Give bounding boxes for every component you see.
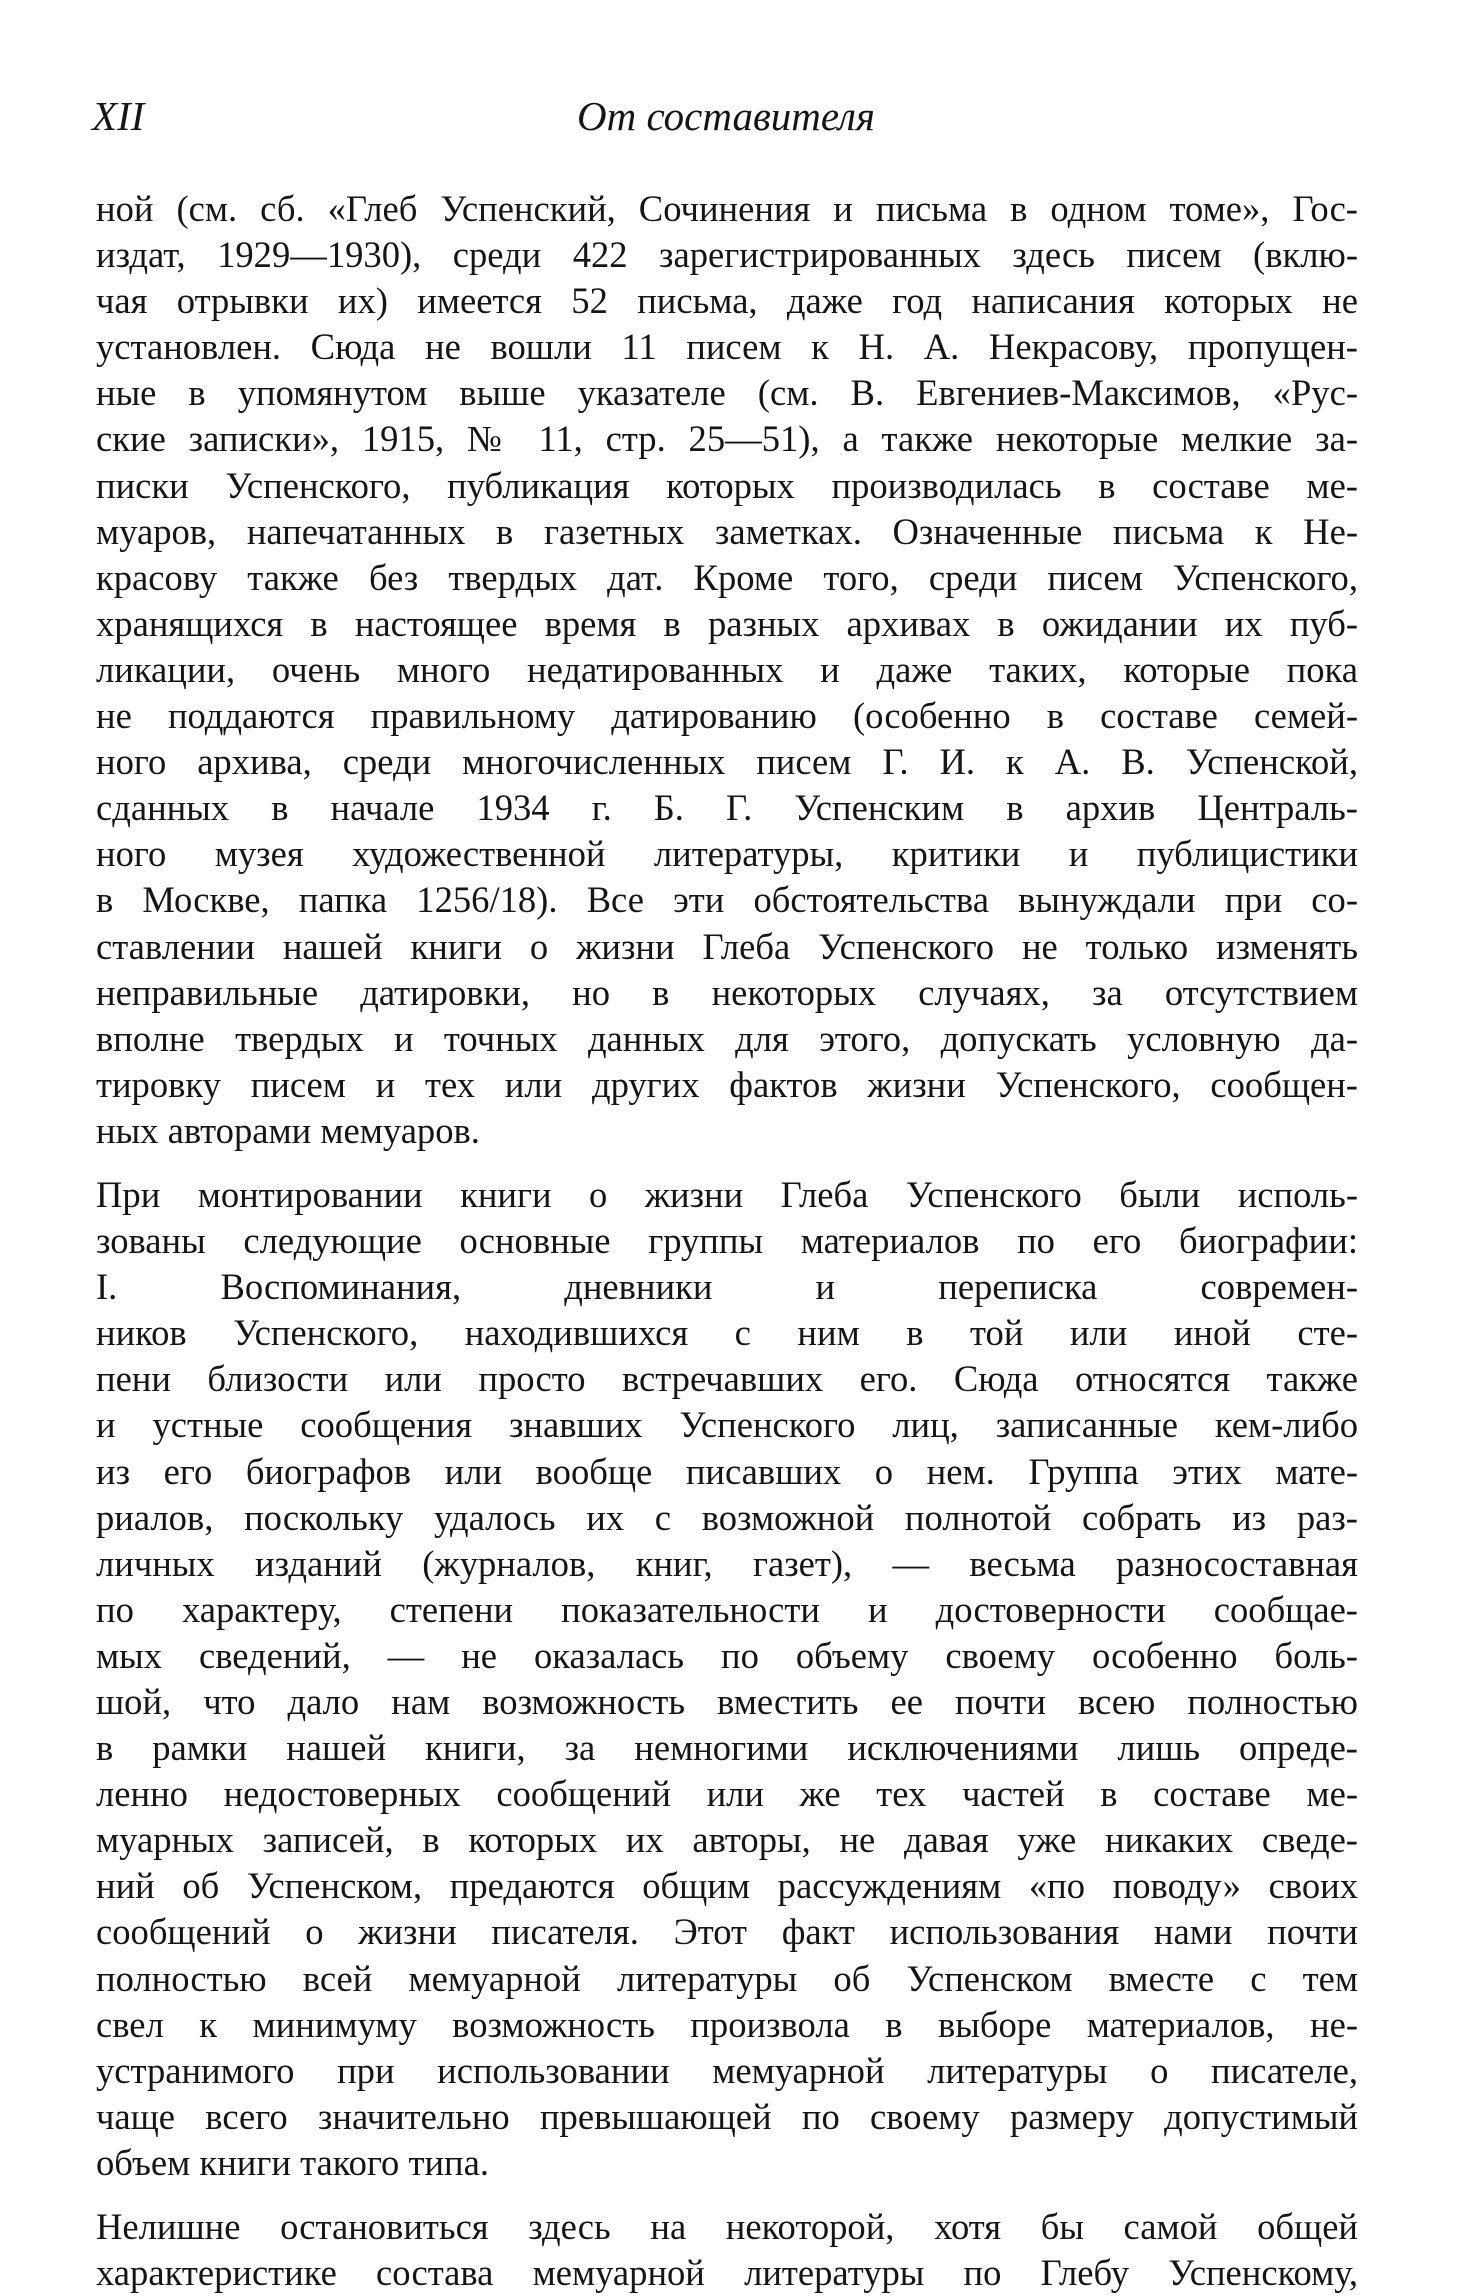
text-line: из его биографов или вообще писавших о нем. Группа этих мате- [96,1450,1358,1492]
running-title: От составителя [577,93,875,139]
text-line: вполне твердых и точных данных для этого, допускать условную да- [96,1017,1358,1059]
text-line: Нелишне остановиться здесь на некоторой, хотя бы самой общей [96,2206,1358,2248]
text-line: полностью всей мемуарной литературы об Успенском вместе с тем [96,1957,1358,1999]
text-line: ного музея художественной литературы, критики и публицистики [96,833,1358,875]
text-line: издат, 1929—1930), среди 422 зарегистрированных здесь писем (вклю- [96,234,1358,276]
text-line: муарных записей, в которых их авторы, не давая уже никаких сведе- [96,1819,1358,1861]
text-line: сообщений о жизни писателя. Этот факт использования нами почти [96,1911,1358,1953]
text-line: ний об Успенском, предаются общим рассуждениям «по поводу» своих [96,1865,1358,1907]
text-line: риалов, поскольку удалось их с возможной полнотой собрать из раз- [96,1496,1358,1538]
paragraph-3 [96,2204,1358,2296]
text-line: ного архива, среди многочисленных писем Г. И. к А. В. Успенской, [96,741,1358,783]
text-line: красову также без твердых дат. Кроме того, среди писем Успенского, [96,556,1358,598]
text-line: и устные сообщения знавших Успенского лиц, записанные кем-либо [96,1404,1358,1446]
text-line: ных авторами мемуаров. [96,1109,480,1151]
text-line: I. Воспоминания, дневники и переписка современ- [96,1266,1358,1308]
body-text [96,186,1358,2296]
text-line: пени близости или просто встречавших его. Сюда относятся также [96,1358,1358,1400]
text-line: неправильные датировки, но в некоторых случаях, за отсутствием [96,971,1358,1013]
text-line: ные в упомянутом выше указателе (см. В. Евгениев-Максимов, «Рус- [96,372,1358,414]
text-line: ликации, очень много недатированных и даже таких, которые пока [96,648,1358,690]
text-line: ников Успенского, находившихся с ним в той или иной сте- [96,1312,1358,1354]
text-line: ставлении нашей книги о жизни Глеба Успенского не только изменять [96,925,1358,967]
paragraph-1 [96,186,1358,1154]
text-line: писки Успенского, публикация которых производилась в составе ме- [96,464,1358,506]
text-line: мых сведений, — не оказалась по объему своему особенно боль- [96,1634,1358,1676]
text-line: устранимого при использовании мемуарной литературы о писателе, [96,2049,1358,2091]
text-line: по характеру, степени показательности и достоверности сообщае- [96,1588,1358,1630]
text-line: ские записки», 1915, № 11, стр. 25—51), а также некоторые мелкие за- [96,418,1358,460]
text-line: характеристике состава мемуарной литературы по Глебу Успенскому, [96,2252,1358,2294]
text-line: сданных в начале 1934 г. Б. Г. Успенским в архив Централь- [96,787,1358,829]
text-line: зованы следующие основные группы материалов по его биографии: [96,1220,1358,1262]
paragraph-2 [96,1172,1358,2186]
text-line: шой, что дало нам возможность вместить ее почти всею полностью [96,1681,1358,1722]
text-line: не поддаются правильному датированию (особенно в составе семей- [96,695,1358,737]
page-header [92,92,1360,139]
text-line: ленно недостоверных сообщений или же тех частей в составе ме- [96,1773,1358,1815]
text-line: объем книги такого типа. [96,2141,489,2183]
text-line: чаще всего значительно превышающей по своему размеру допустимый [96,2095,1358,2137]
text-line: тировку писем и тех или других фактов жизни Успенского, сообщен- [96,1063,1358,1105]
page-number: XII [92,93,145,139]
text-line: муаров, напечатанных в газетных заметках. Означенные письма к Не- [96,510,1358,552]
text-line: личных изданий (журналов, книг, газет), — весьма разносоставная [96,1542,1358,1584]
text-line: в Москве, папка 1256/18). Все эти обстоятельства вынуждали при со- [96,879,1358,921]
text-line: чая отрывки их) имеется 52 письма, даже год написания которых не [96,280,1358,322]
text-line: При монтировании книги о жизни Глеба Успенского были исполь- [96,1173,1358,1215]
text-line: ной (см. сб. «Глеб Успенский, Сочинения и письма в одном томе», Гос- [96,188,1358,229]
text-line: установлен. Сюда не вошли 11 писем к Н. А. Некрасову, пропущен- [96,326,1358,368]
text-line: свел к минимуму возможность произвола в выборе материалов, не- [96,2003,1358,2045]
text-line: в рамки нашей книги, за немногими исключениями лишь опреде- [96,1727,1358,1769]
text-line: хранящихся в настоящее время в разных архивах в ожидании их пуб- [96,602,1358,644]
